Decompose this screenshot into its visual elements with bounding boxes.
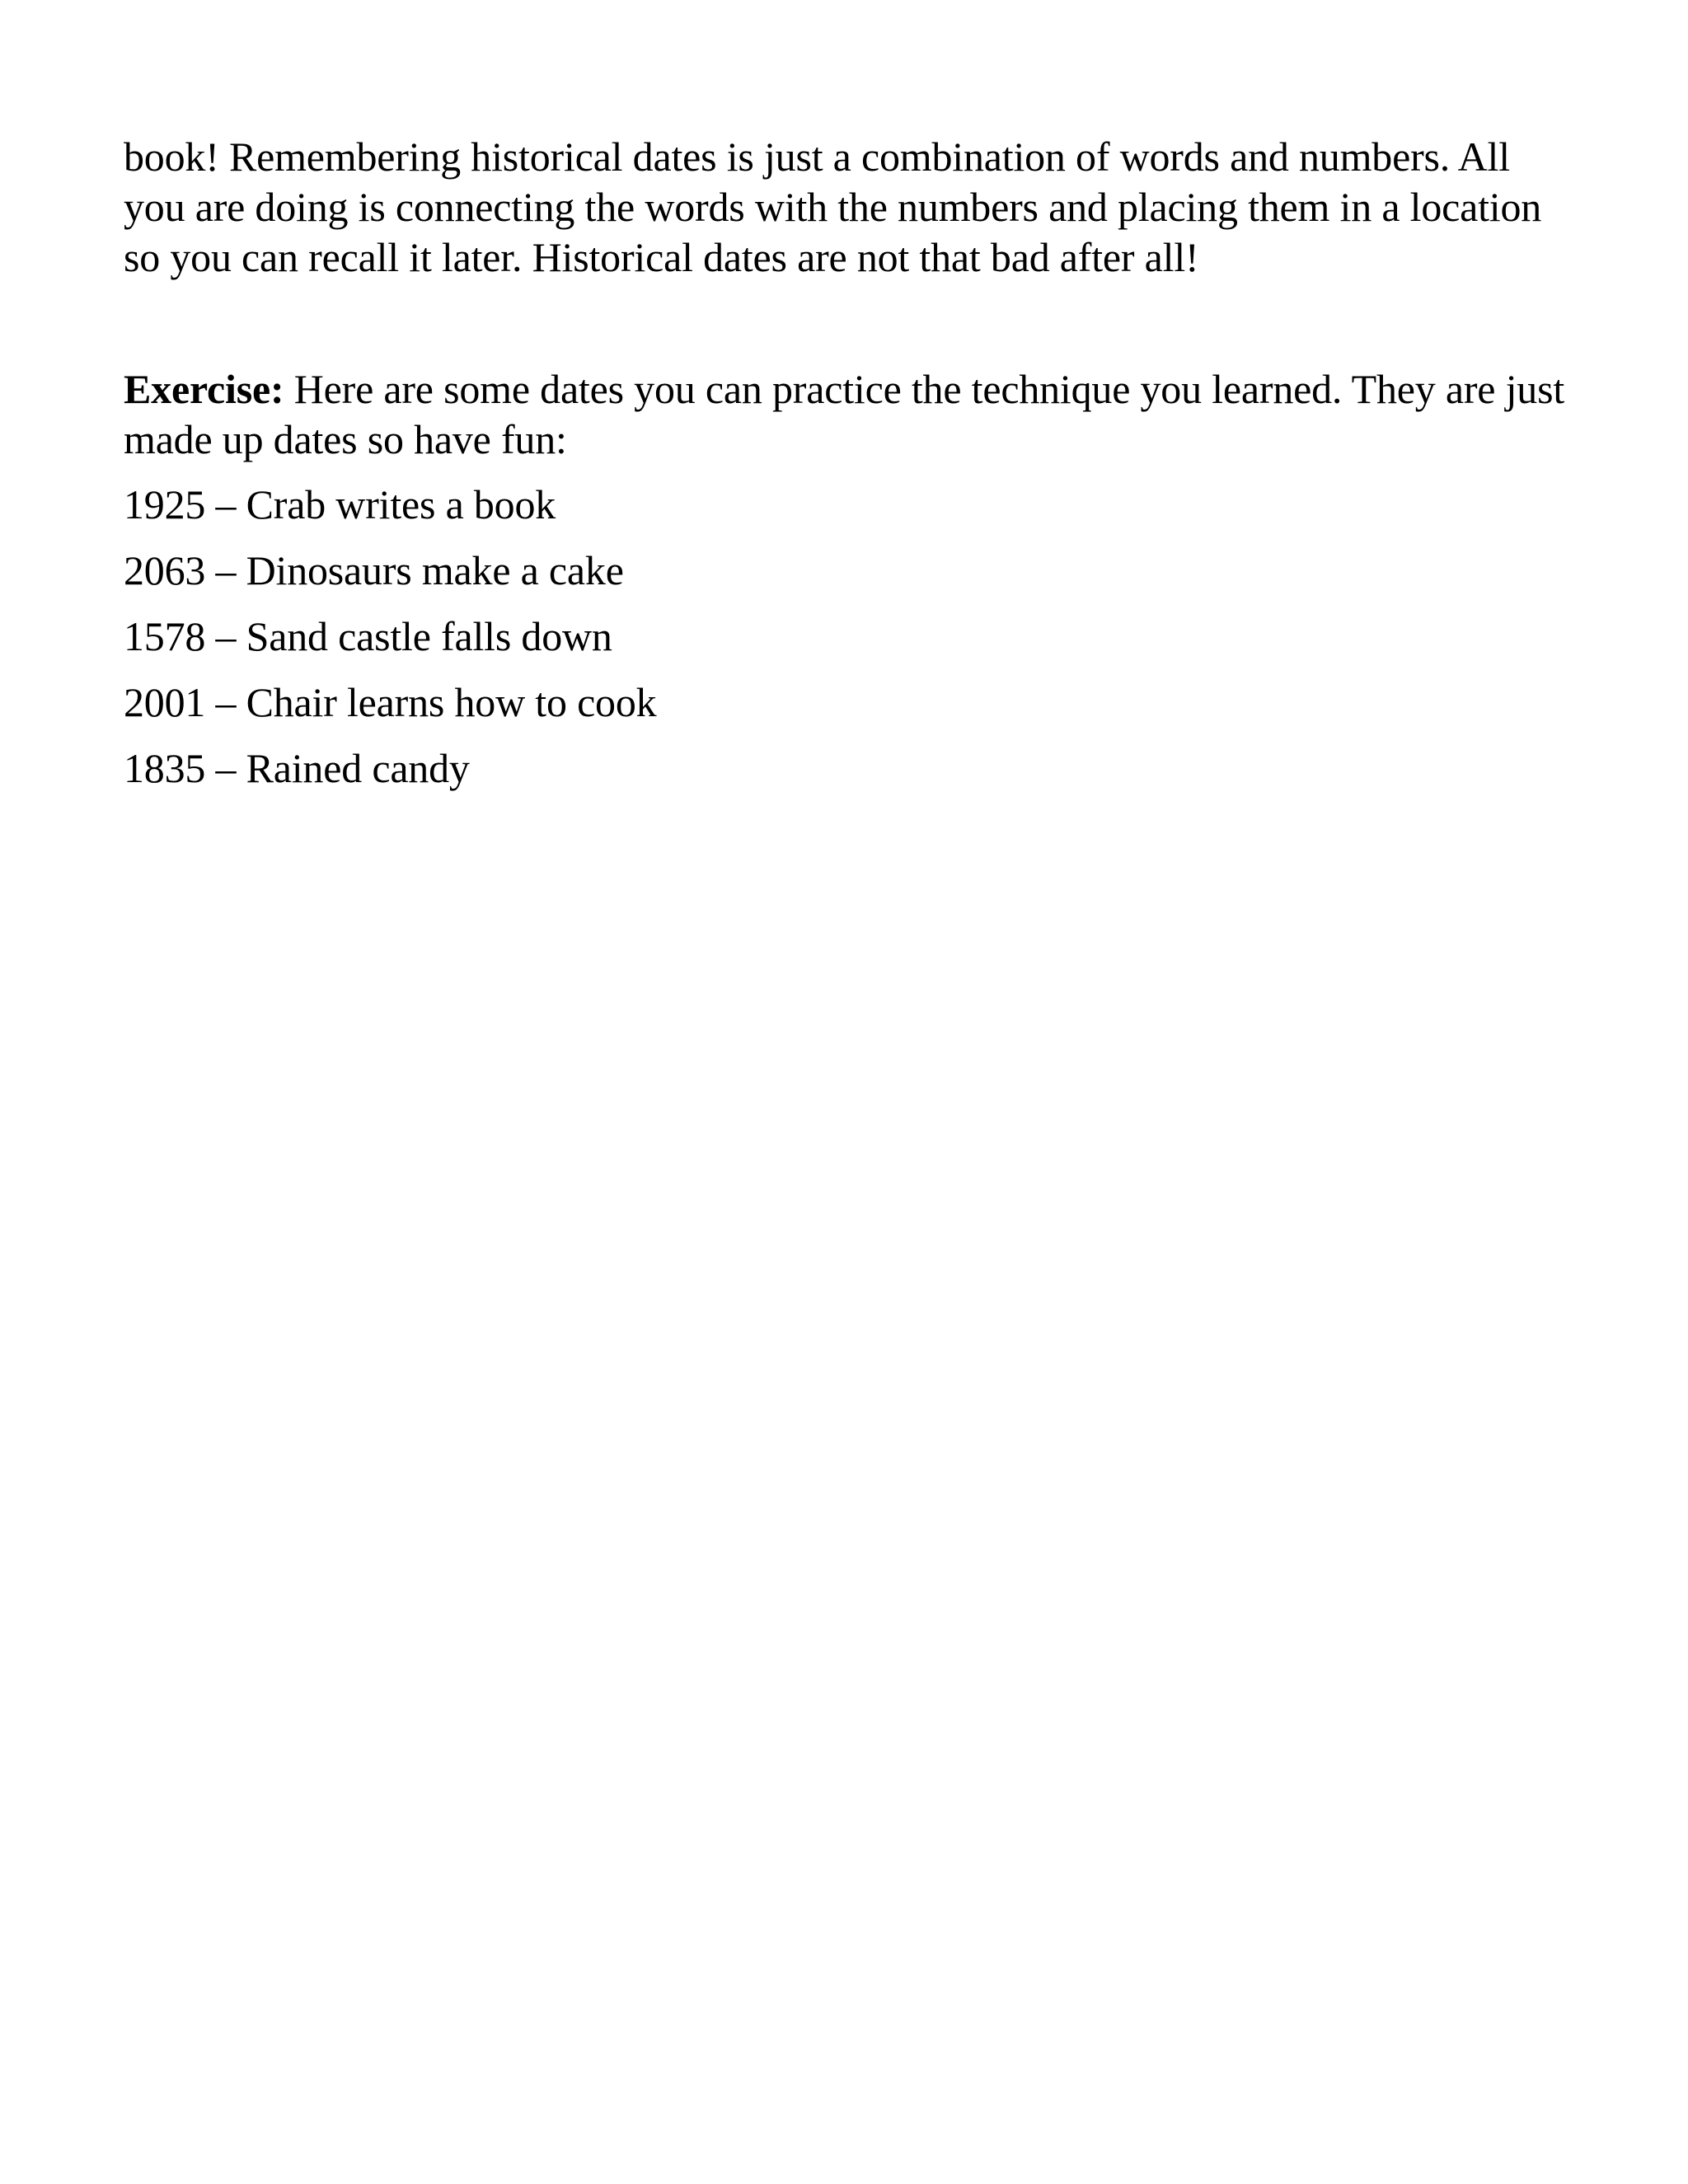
date-item: 2063 – Dinosaurs make a cake [124,547,624,593]
date-item: 1835 – Rained candy [124,745,470,791]
page-content [124,132,1574,809]
date-item: 1578 – Sand castle falls down [124,613,612,659]
intro-paragraph: book! Remembering historical dates is just a combination of words and numbers. All you are doing is connecting the words with the numbers and placing them in a location so you can recall it later. Historical dates are not that bad after all! [124,134,1542,280]
date-list [124,480,1574,794]
date-item: 1925 – Crab writes a book [124,481,556,527]
exercise-paragraph [124,364,1574,465]
date-item: 2001 – Chair learns how to cook [124,679,657,725]
exercise-text: Here are some dates you can practice the technique you learned. They are just made up dates so have fun: [124,366,1565,462]
exercise-label: Exercise: [124,366,284,412]
